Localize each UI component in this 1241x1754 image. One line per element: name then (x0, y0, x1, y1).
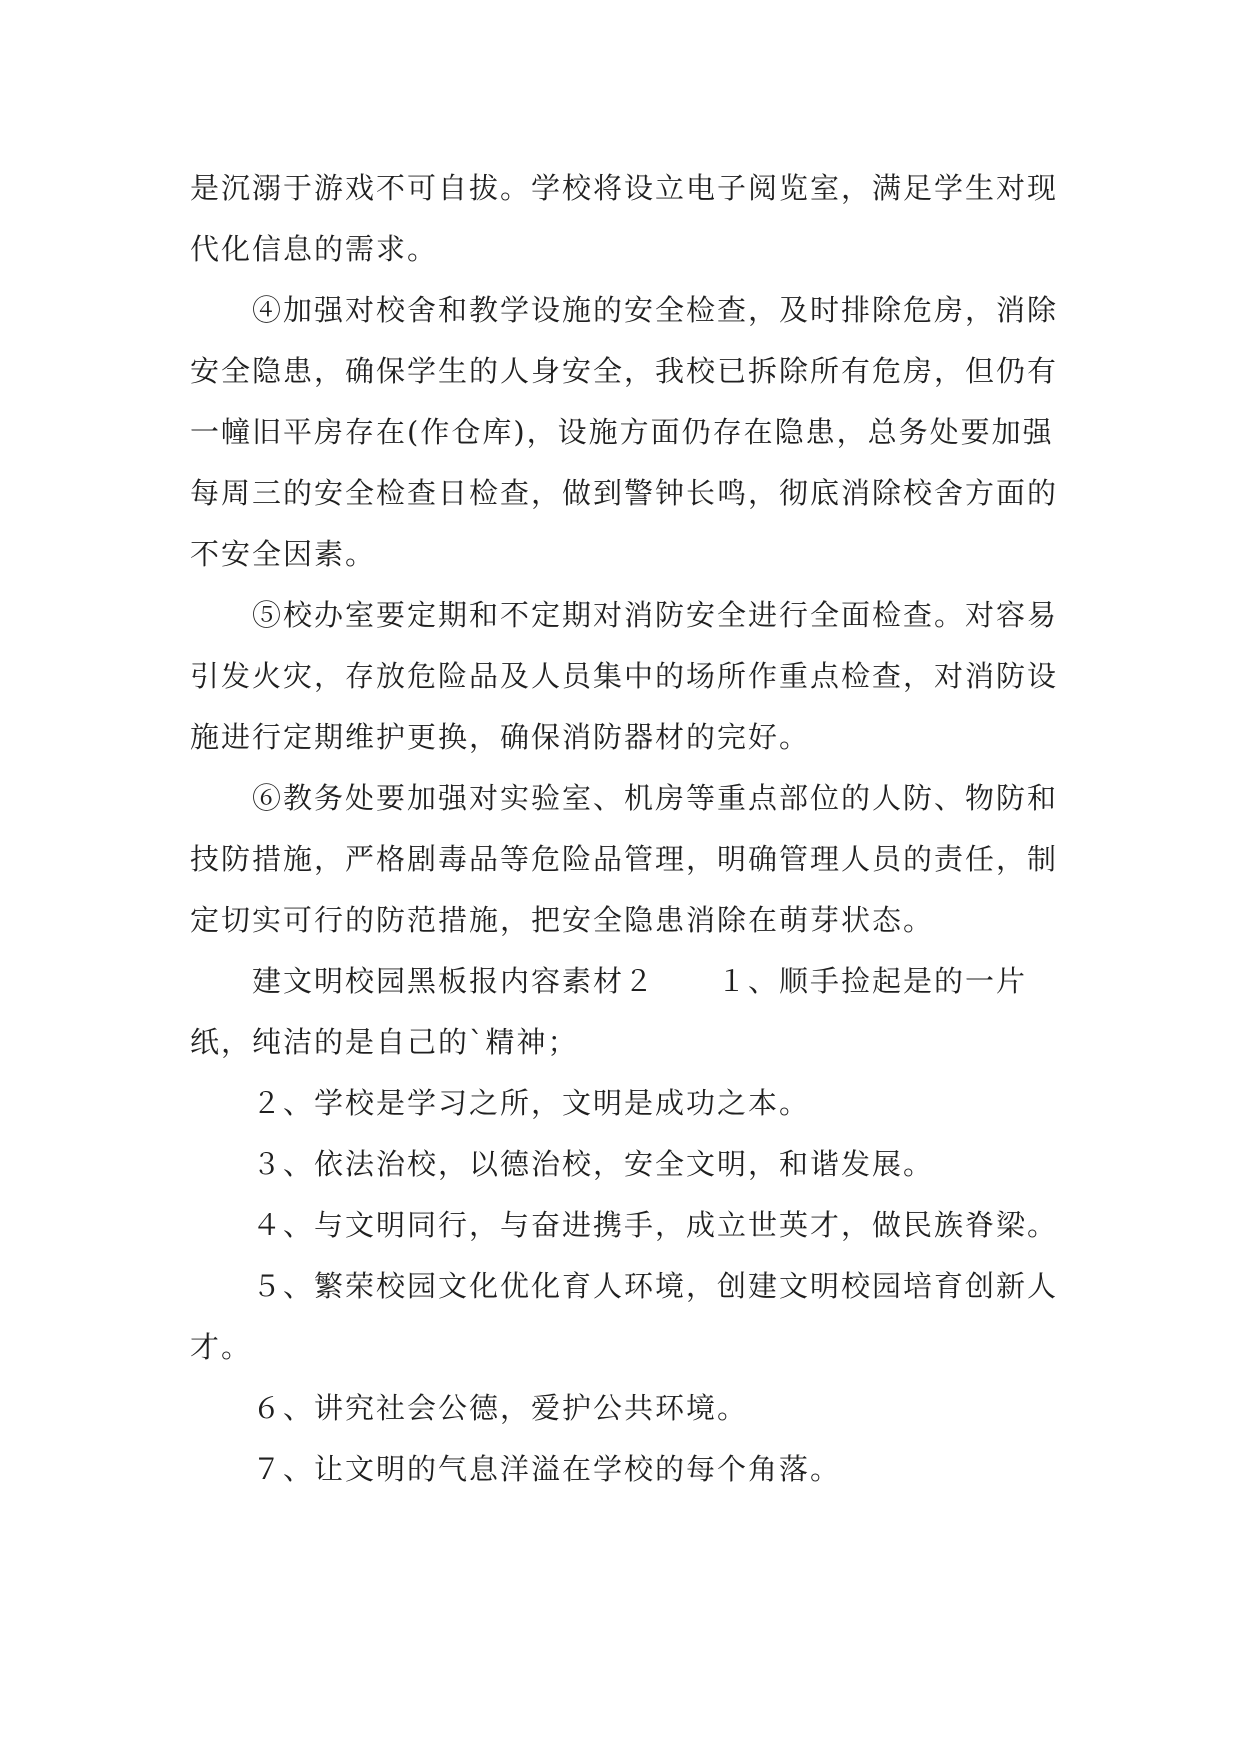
paragraph-section-2-heading: 建文明校园黑板报内容素材２ １、顺手捡起是的一片纸，纯洁的是自己的`精神； (190, 964, 1028, 1059)
paragraph-item-5: ⑤校办室要定期和不定期对消防安全进行全面检查。对容易引发火灾，存放危险品及人员集中的场所作重点检查，对消防设施进行定期维护更换，确保消防器材的完好。 (190, 598, 1059, 754)
paragraph-item-4: ④加强对校舍和教学设施的安全检查，及时排除危房，消除安全隐患，确保学生的人身安全，我校已拆除所有危房，但仍有一幢旧平房存在(作仓库)，设施方面仍存在隐患，总务处要加强每周三的安全检查日检查，做到警钟长鸣，彻底消除校舍方面的不安全因素。 (190, 293, 1059, 571)
list-item-3: ３、依法治校，以德治校，安全文明，和谐发展。 (252, 1147, 935, 1181)
list-item-5: ５、繁荣校园文化优化育人环境，创建文明校园培育创新人才。 (190, 1269, 1059, 1364)
list-item-7: ７、让文明的气息洋溢在学校的每个角落。 (252, 1452, 842, 1486)
list-item-2: ２、学校是学习之所，文明是成功之本。 (252, 1086, 811, 1120)
list-item-6: ６、讲究社会公德，爱护公共环境。 (252, 1391, 749, 1425)
paragraph-continuation: 是沉溺于游戏不可自拔。学校将设立电子阅览室，满足学生对现代化信息的需求。 (190, 171, 1059, 266)
paragraph-item-6: ⑥教务处要加强对实验室、机房等重点部位的人防、物防和技防措施，严格剧毒品等危险品管理，明确管理人员的责任，制定切实可行的防范措施，把安全隐患消除在萌芽状态。 (190, 781, 1059, 937)
list-item-4: ４、与文明同行，与奋进携手，成立世英才，做民族脊梁。 (252, 1208, 1059, 1242)
document-body (190, 158, 1070, 1500)
